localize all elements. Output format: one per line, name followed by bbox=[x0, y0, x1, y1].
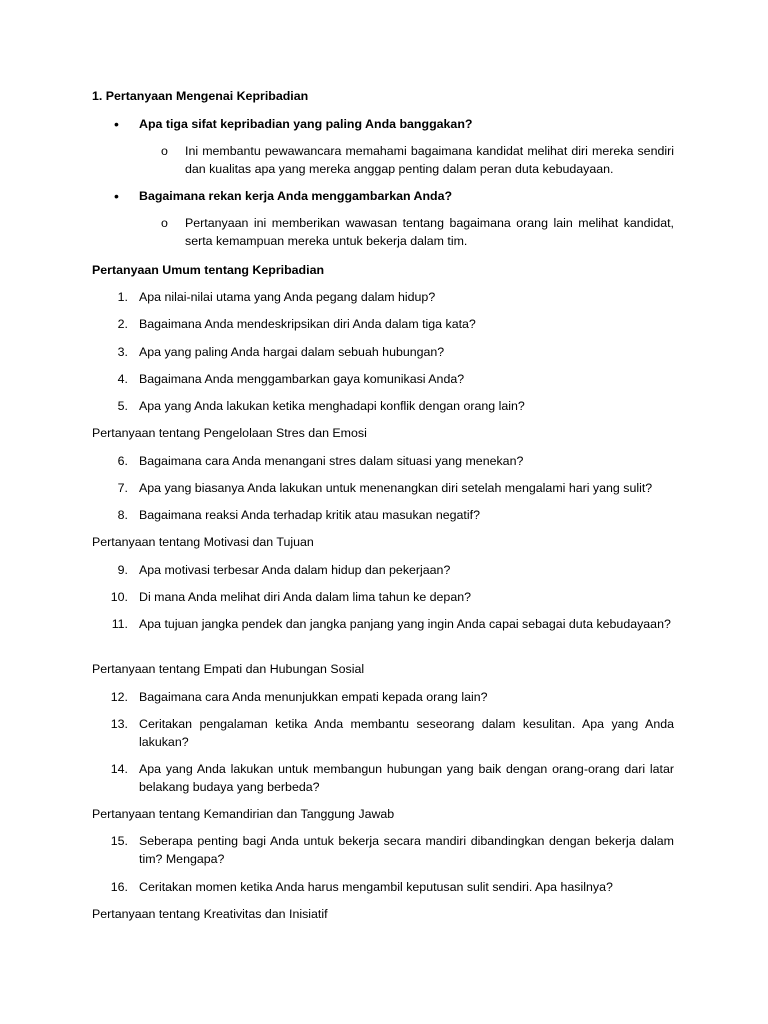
bullet-question: Bagaimana rekan kerja Anda menggambarkan Anda? bbox=[139, 189, 453, 203]
list-number: 7. bbox=[117, 481, 128, 495]
list-number: 3. bbox=[117, 345, 128, 359]
list-number: 4. bbox=[117, 372, 128, 386]
section-heading: Pertanyaan tentang Kreativitas dan Inisiatif bbox=[92, 907, 328, 921]
list-number: 14. bbox=[110, 762, 128, 776]
list-number: 11. bbox=[111, 617, 128, 631]
sub-bullet-mark: o bbox=[161, 216, 168, 230]
list-number: 6. bbox=[117, 454, 128, 468]
section-heading: Pertanyaan tentang Pengelolaan Stres dan Emosi bbox=[92, 426, 367, 440]
list-number: 10. bbox=[110, 590, 128, 604]
list-text: Bagaimana Anda menggambarkan gaya komunikasi Anda? bbox=[139, 372, 465, 386]
list-number: 12. bbox=[110, 690, 128, 704]
list-text: Apa nilai-nilai utama yang Anda pegang dalam hidup? bbox=[139, 290, 436, 304]
sub-bullet-mark: o bbox=[161, 144, 168, 158]
list-text: Ceritakan pengalaman ketika Anda membantu seseorang dalam kesulitan. Apa yang Anda lakukan? bbox=[139, 717, 674, 749]
sub-bullet-text: Pertanyaan ini memberikan wawasan tentang bagaimana orang lain melihat kandidat, serta kemampuan mereka untuk bekerja dalam tim. bbox=[185, 216, 674, 248]
list-text: Apa yang biasanya Anda lakukan untuk menenangkan diri setelah mengalami hari yang sulit? bbox=[139, 481, 653, 495]
list-text: Bagaimana Anda mendeskripsikan diri Anda dalam tiga kata? bbox=[139, 317, 476, 331]
sub-bullet-text: Ini membantu pewawancara memahami bagaimana kandidat melihat diri mereka sendiri dan kualitas apa yang mereka anggap penting dalam peran duta kebudayaan. bbox=[185, 144, 674, 176]
bullet-mark: • bbox=[114, 188, 119, 204]
list-number: 2. bbox=[117, 317, 128, 331]
bullet-mark: • bbox=[114, 116, 119, 132]
list-number: 1. bbox=[117, 290, 128, 304]
section-heading: Pertanyaan tentang Kemandirian dan Tanggung Jawab bbox=[92, 807, 395, 821]
list-text: Apa yang Anda lakukan ketika menghadapi konflik dengan orang lain? bbox=[139, 399, 525, 413]
list-number: 13. bbox=[110, 717, 128, 731]
section-heading: Pertanyaan tentang Motivasi dan Tujuan bbox=[92, 535, 314, 549]
list-number: 15. bbox=[110, 834, 128, 848]
section-heading: Pertanyaan tentang Empati dan Hubungan Sosial bbox=[92, 662, 365, 676]
list-number: 5. bbox=[117, 399, 128, 413]
list-text: Ceritakan momen ketika Anda harus mengambil keputusan sulit sendiri. Apa hasilnya? bbox=[139, 880, 613, 894]
list-text: Bagaimana cara Anda menangani stres dalam situasi yang menekan? bbox=[139, 454, 524, 468]
list-text: Apa tujuan jangka pendek dan jangka panjang yang ingin Anda capai sebagai duta kebudayaan? bbox=[139, 617, 671, 631]
list-text: Apa motivasi terbesar Anda dalam hidup dan pekerjaan? bbox=[139, 563, 451, 577]
list-number: 9. bbox=[117, 563, 128, 577]
list-text: Apa yang paling Anda hargai dalam sebuah hubungan? bbox=[139, 345, 445, 359]
list-text: Di mana Anda melihat diri Anda dalam lima tahun ke depan? bbox=[139, 590, 471, 604]
list-text: Apa yang Anda lakukan untuk membangun hubungan yang baik dengan orang-orang dari latar belakang budaya yang berbeda? bbox=[139, 762, 674, 794]
list-text: Bagaimana cara Anda menunjukkan empati kepada orang lain? bbox=[139, 690, 488, 704]
list-number: 8. bbox=[117, 508, 128, 522]
list-text: Seberapa penting bagi Anda untuk bekerja secara mandiri dibandingkan dengan bekerja dalam tim? Mengapa? bbox=[139, 834, 674, 866]
list-text: Bagaimana reaksi Anda terhadap kritik atau masukan negatif? bbox=[139, 508, 480, 522]
list-number: 16. bbox=[110, 880, 128, 894]
bullet-question: Apa tiga sifat kepribadian yang paling Anda banggakan? bbox=[139, 117, 473, 131]
section-title: 1. Pertanyaan Mengenai Kepribadian bbox=[92, 89, 309, 103]
section-heading: Pertanyaan Umum tentang Kepribadian bbox=[92, 263, 325, 277]
